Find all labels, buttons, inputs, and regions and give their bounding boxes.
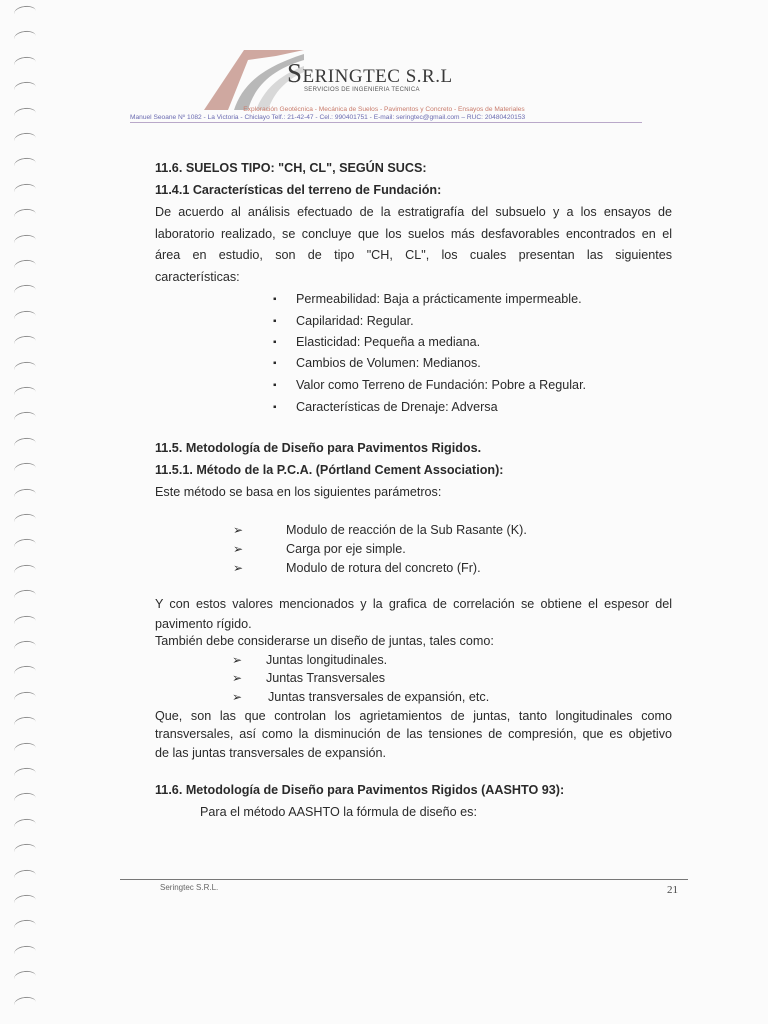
bullet-icon: ▪ [273,294,277,305]
list-item: Características de Drenaje: Adversa [296,400,498,414]
list-item: Cambios de Volumen: Medianos. [296,356,481,370]
spiral-ring-icon [13,284,37,300]
paragraph-line: De acuerdo al análisis efectuado de la estratigrafía del subsuelo y a los ensayos de [155,205,672,219]
spiral-ring-icon [13,487,37,503]
spiral-ring-icon [13,563,37,579]
footer-company: Seringtec S.R.L. [160,883,219,892]
spiral-ring-icon [13,919,37,935]
spiral-ring-icon [13,5,37,21]
spiral-ring-icon [13,792,37,808]
list-item: Capilaridad: Regular. [296,314,414,328]
list-item: Modulo de rotura del concreto (Fr). [286,561,481,575]
page-number: 21 [667,884,678,896]
spiral-ring-icon [13,767,37,783]
section-heading-suelos: 11.6. SUELOS TIPO: "CH, CL", SEGÚN SUCS: [155,161,427,175]
arrow-bullet-icon: ➢ [233,561,244,575]
arrow-bullet-icon: ➢ [233,542,244,556]
paragraph-line: de las juntas transversales de expansión. [155,746,387,760]
company-name-rest: ERINGTEC S.R.L [302,66,453,87]
paragraph-line: transversales, así como la disminución de las tensiones de compresión, que es objetivo [155,727,672,741]
spiral-ring-icon [13,208,37,224]
spiral-ring-icon [13,335,37,351]
spiral-ring-icon [13,259,37,275]
bullet-icon: ▪ [273,402,277,413]
subsection-heading-caracteristicas: 11.4.1 Características del terreno de Fundación: [155,183,442,197]
spiral-ring-icon [13,868,37,884]
arrow-bullet-icon: ➢ [232,690,243,704]
subsection-heading-pca: 11.5.1. Método de la P.C.A. (Pórtland Cement Association): [155,463,504,477]
paragraph-line: Para el método AASHTO la fórmula de diseño es: [200,805,477,819]
paragraph-line: laboratorio realizado, se concluye que los suelos más desfavorables encontrados en el [155,227,672,241]
paragraph-line: Que, son las que controlan los agrietamientos de juntas, tanto longitudinales como [155,709,672,723]
bullet-icon: ▪ [273,316,277,327]
arrow-bullet-icon: ➢ [232,671,243,685]
section-heading-metodologia: 11.5. Metodología de Diseño para Pavimentos Rigidos. [155,441,482,455]
paragraph-line: Y con estos valores mencionados y la grafica de correlación se obtiene el espesor del [155,597,672,611]
list-item: Juntas transversales de expansión, etc. [268,690,490,704]
spiral-ring-icon [13,690,37,706]
paragraph-line: pavimento rígido. [155,617,252,631]
spiral-ring-icon [13,843,37,859]
arrow-bullet-icon: ➢ [232,653,243,667]
spiral-ring-icon [13,462,37,478]
list-item: Juntas Transversales [266,671,385,685]
list-item: Elasticidad: Pequeña a mediana. [296,335,481,349]
list-item: Valor como Terreno de Fundación: Pobre a Regular. [296,378,587,392]
spiral-ring-icon [13,132,37,148]
list-item: Juntas longitudinales. [266,653,388,667]
spiral-ring-icon [13,182,37,198]
section-heading-aashto: 11.6. Metodología de Diseño para Pavimentos Rigidos (AASHTO 93): [155,783,565,797]
spiral-ring-icon [13,665,37,681]
paragraph-line: área en estudio, son de tipo "CH, CL", los cuales presentan las siguientes [155,248,672,262]
paragraph-line: características: [155,270,240,284]
paragraph-line: Este método se basa en los siguientes parámetros: [155,485,442,499]
paragraph-line: También debe considerarse un diseño de juntas, tales como: [155,634,494,648]
spiral-ring-icon [13,817,37,833]
spiral-ring-icon [13,411,37,427]
spiral-ring-icon [13,970,37,986]
footer-divider [120,879,688,880]
list-item: Permeabilidad: Baja a prácticamente impermeable. [296,292,582,306]
spiral-ring-icon [13,309,37,325]
spiral-ring-icon [13,944,37,960]
spiral-ring-icon [13,894,37,910]
bullet-icon: ▪ [273,337,277,348]
spiral-ring-icon [13,640,37,656]
bullet-icon: ▪ [273,380,277,391]
header-divider [130,122,642,123]
spiral-ring-icon [13,513,37,529]
spiral-ring-icon [13,589,37,605]
list-item: Carga por eje simple. [286,542,406,556]
spiral-ring-icon [13,360,37,376]
spiral-binding [14,0,44,1024]
spiral-ring-icon [13,233,37,249]
spiral-ring-icon [13,716,37,732]
bullet-icon: ▪ [273,358,277,369]
company-name [287,58,453,89]
company-tagline: Exploración Geotécnica - Mecánica de Suelos - Pavimentos y Concreto - Ensayos de Materiales [243,106,525,113]
spiral-ring-icon [13,995,37,1011]
letterhead [0,40,768,130]
company-address: Manuel Seoane Nº 1082 - La Victoria - Chiclayo Telf.: 21-42-47 - Cel.: 990401751 - E-mail: seringtec@gmail.com – RUC: 20480420153 [130,114,526,121]
company-subtitle: SERVICIOS DE INGENIERIA TECNICA [304,87,420,93]
arrow-bullet-icon: ➢ [233,523,244,537]
spiral-ring-icon [13,157,37,173]
spiral-ring-icon [13,538,37,554]
spiral-ring-icon [13,386,37,402]
company-initial: S [287,58,303,88]
spiral-ring-icon [13,436,37,452]
spiral-ring-icon [13,614,37,630]
list-item: Modulo de reacción de la Sub Rasante (K). [286,523,527,537]
spiral-ring-icon [13,741,37,757]
